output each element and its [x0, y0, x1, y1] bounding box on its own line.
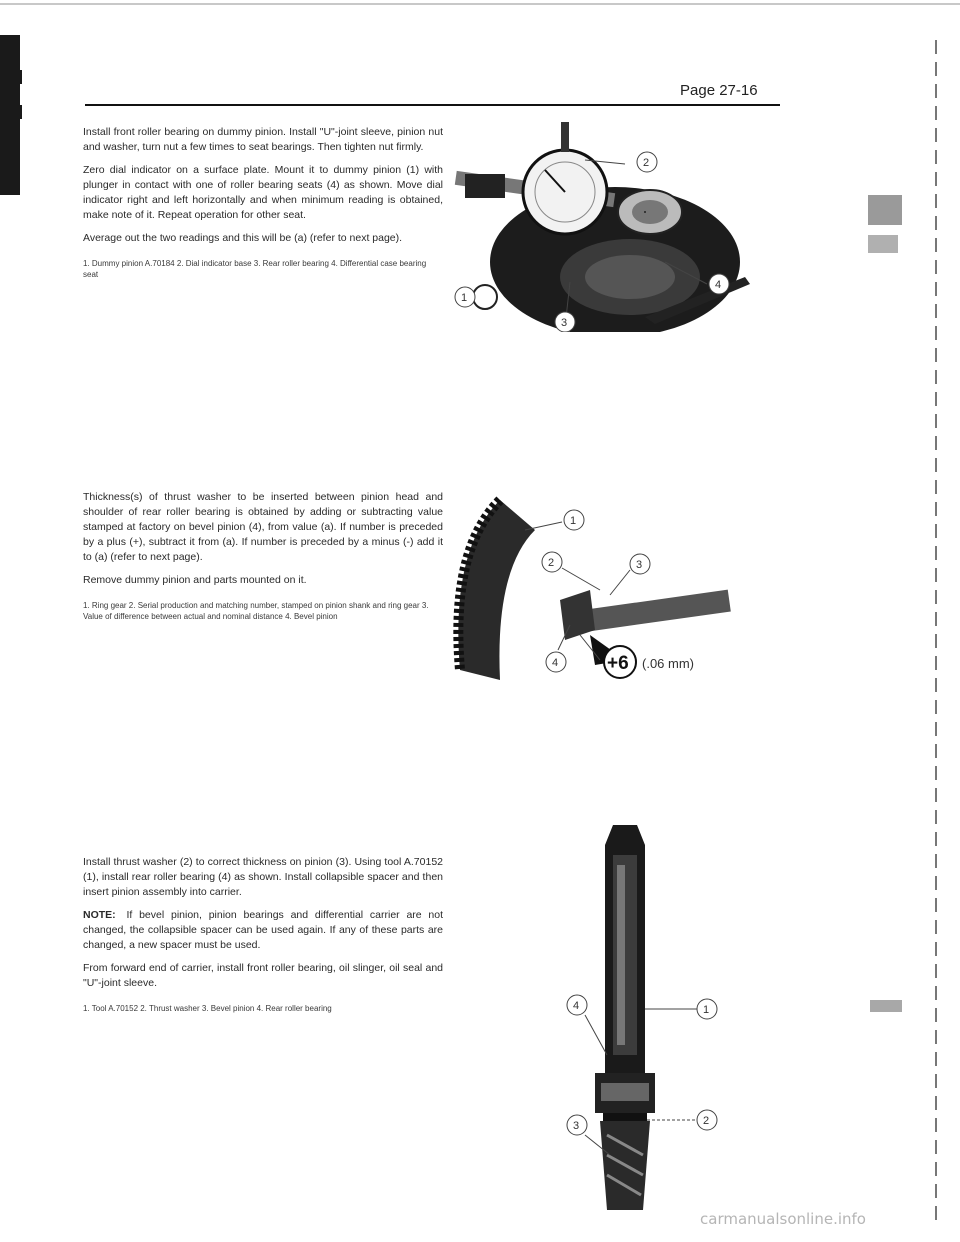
callout-2 — [542, 552, 600, 590]
callout-1 — [525, 510, 584, 530]
callout-2 — [647, 1110, 717, 1130]
paragraph: Remove dummy pinion and parts mounted on it. — [83, 574, 307, 586]
svg-text:1: 1 — [461, 292, 468, 304]
paragraph: From forward end of carrier, install front roller bearing, oil slinger, oil seal and "U"-joint sleeve. — [83, 962, 443, 989]
scan-fragment — [868, 235, 898, 253]
svg-text:3: 3 — [636, 559, 643, 571]
page-number: Page 27-16 — [680, 82, 758, 99]
figure-ring-gear — [440, 490, 780, 690]
svg-text:+6: +6 — [607, 653, 629, 674]
header-rule — [85, 104, 780, 106]
svg-text:4: 4 — [573, 1000, 580, 1012]
svg-text:2: 2 — [703, 1115, 710, 1127]
ring-gear — [458, 500, 535, 680]
bevel-pinion-head — [560, 590, 595, 640]
callout-2 — [637, 152, 657, 172]
section-install-pinion — [83, 855, 443, 1014]
scan-right-edge — [935, 40, 937, 1220]
paragraph: Average out the two readings and this will be (a) (refer to next page). — [83, 232, 403, 244]
scan-fragment — [870, 1000, 902, 1012]
callout-3 — [610, 554, 650, 595]
scan-top-edge — [0, 3, 960, 5]
binding-mark — [12, 105, 22, 119]
note-text: If bevel pinion, pinion bearings and differential carrier are not changed, the collapsible spacer can be used again. If any of these parts are changed, a new spacer must be used. — [83, 909, 444, 951]
note-label: NOTE: — [83, 909, 116, 921]
thrust-washer — [603, 1113, 647, 1121]
svg-text:3: 3 — [561, 317, 568, 329]
figure-dial-indicator — [445, 112, 775, 332]
figure-pinion-tool — [555, 815, 725, 1225]
svg-text:(.06 mm): (.06 mm) — [642, 656, 694, 671]
callout-4 — [546, 625, 570, 672]
watermark: carmanualsonline.info — [700, 1210, 866, 1228]
figure-caption: 1. Ring gear 2. Serial production and matching number, stamped on pinion shank and ring gear 3. Value of difference between actual and nominal distance 4. Bevel pinion — [83, 601, 429, 621]
note — [83, 908, 443, 953]
callout-1 — [455, 287, 475, 307]
svg-text:4: 4 — [715, 279, 722, 291]
binding-mark — [12, 70, 22, 84]
paragraph: Zero dial indicator on a surface plate. Mount it to dummy pinion (1) with plunger in contact with one of roller bearing seats (4) as shown. Move dial indicator right and left horizontally and when minimum reading is obtained, make note of it. Repeat operation for other seat. — [83, 164, 443, 221]
scan-fragment — [868, 195, 902, 225]
svg-text:1: 1 — [570, 515, 577, 527]
svg-text:4: 4 — [552, 657, 559, 669]
figure-caption: 1. Dummy pinion A.70184 2. Dial indicator base 3. Rear roller bearing 4. Differential case bearing seat — [83, 259, 427, 279]
callout-4 — [567, 995, 607, 1055]
paragraph: Thickness(s) of thrust washer to be inserted between pinion head and shoulder of rear roller bearing is obtained by adding or subtracting value stamped at factory on bevel pinion (4), from value (a). If number is preceded by a plus (+), subtract it from (a). If number is preceded by a minus (-) add it to (a) (refer to next page). — [83, 491, 443, 563]
section-thrust-washer — [83, 490, 443, 622]
svg-text:2: 2 — [548, 557, 555, 569]
section-dummy-pinion — [83, 125, 443, 280]
figure-caption: 1. Tool A.70152 2. Thrust washer 3. Bevel pinion 4. Rear roller bearing — [83, 1004, 332, 1013]
bevel-pinion-shaft — [579, 590, 731, 633]
paragraph: Install front roller bearing on dummy pinion. Install "U"-joint sleeve, pinion nut and washer, turn nut a few times to seat bearings. Then tighten nut firmly. — [83, 126, 443, 153]
svg-text:3: 3 — [573, 1120, 580, 1132]
svg-text:2: 2 — [643, 157, 650, 169]
svg-text:1: 1 — [703, 1004, 710, 1016]
callout-1 — [645, 999, 717, 1019]
paragraph: Install thrust washer (2) to correct thickness on pinion (3). Using tool A.70152 (1), install rear roller bearing (4) as shown. Install collapsible spacer and then insert pinion assembly into carrier. — [83, 856, 443, 898]
